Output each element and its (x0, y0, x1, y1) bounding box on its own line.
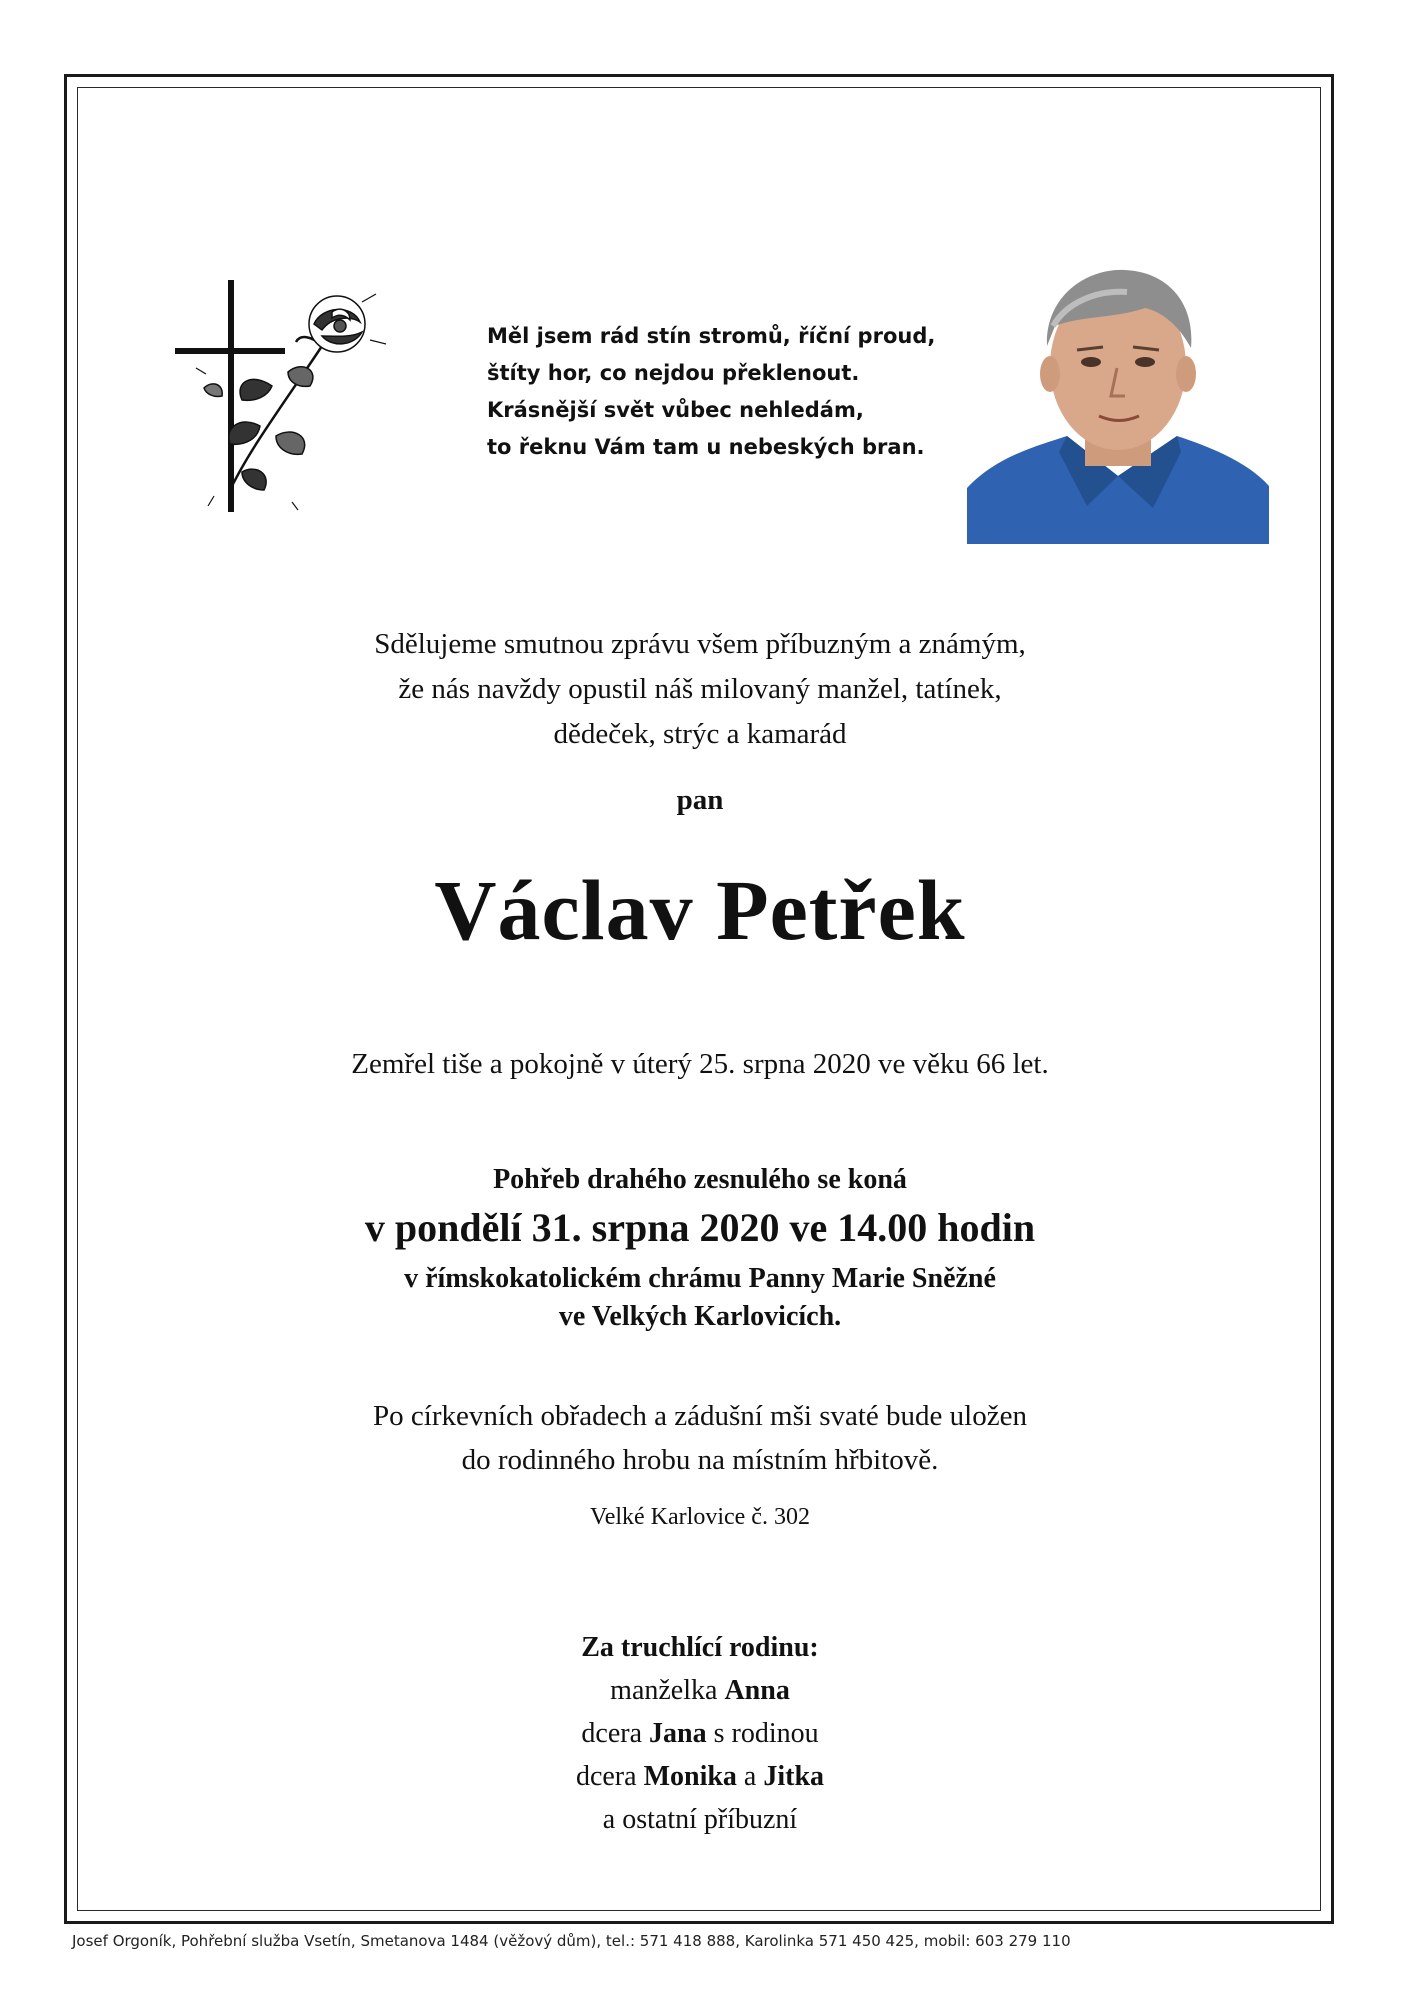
burial-line: Po církevních obřadech a zádušní mši svaté bude uložen (373, 1400, 1027, 1432)
funeral-place-line: v římskokatolickém chrámu Panny Marie Sněžné (404, 1263, 996, 1294)
footer-funeral-service: Josef Orgoník, Pohřební služba Vsetín, Smetanova 1484 (věžový dům), tel.: 571 418 888, Karolinka 571 450 425, mobil: 603 279 110 (72, 1932, 1071, 1950)
deceased-name: Václav Petřek (434, 862, 966, 958)
poem-line: Krásnější svět vůbec nehledám, (487, 398, 864, 422)
burial-text (180, 1394, 1220, 1482)
poem (487, 318, 947, 466)
funeral-place-line: ve Velkých Karlovicích. (558, 1301, 842, 1332)
intro-text (180, 622, 1220, 757)
relation: manželka (610, 1675, 725, 1706)
relation: dcera (575, 1761, 644, 1792)
family-signature (180, 1626, 1220, 1841)
burial-line: do rodinného hrobu na místním hřbitově. (461, 1444, 939, 1476)
funeral-date: v pondělí 31. srpna 2020 ve 14.00 hodin (364, 1205, 1036, 1250)
poem-line: Měl jsem rád stín stromů, říční proud, (487, 324, 936, 348)
relation: a ostatní příbuzní (602, 1804, 798, 1835)
connector: a (736, 1761, 764, 1792)
member-name: Anna (724, 1675, 790, 1706)
intro-line: dědeček, strýc a kamarád (553, 718, 847, 750)
death-notice: Zemřel tiše a pokojně v úterý 25. srpna 2020 ve věku 66 let. (351, 1048, 1049, 1080)
family-member (180, 1712, 1220, 1755)
family-member (180, 1798, 1220, 1841)
family-heading: Za truchlící rodinu: (581, 1632, 819, 1663)
title-prefix: pan (676, 784, 724, 816)
address: Velké Karlovice č. 302 (590, 1504, 810, 1530)
intro-line: že nás navždy opustil náš milovaný manžel, tatínek, (398, 673, 1002, 705)
portrait-photo (967, 256, 1269, 544)
member-name: Jitka (763, 1761, 825, 1792)
funeral-heading: Pohřeb drahého zesnulého se koná (493, 1164, 907, 1195)
relation-suffix: s rodinou (706, 1718, 819, 1749)
poem-line: štíty hor, co nejdou překlenout. (487, 361, 860, 385)
family-member (180, 1755, 1220, 1798)
poem-line: to řeknu Vám tam u nebeských bran. (487, 435, 925, 459)
funeral-place (180, 1260, 1220, 1336)
relation: dcera (581, 1718, 650, 1749)
member-name: Jana (649, 1718, 707, 1749)
intro-line: Sdělujeme smutnou zprávu všem příbuzným a známým, (374, 628, 1026, 660)
family-member (180, 1669, 1220, 1712)
member-name: Monika (643, 1761, 737, 1792)
cross-rose-icon (172, 276, 392, 516)
